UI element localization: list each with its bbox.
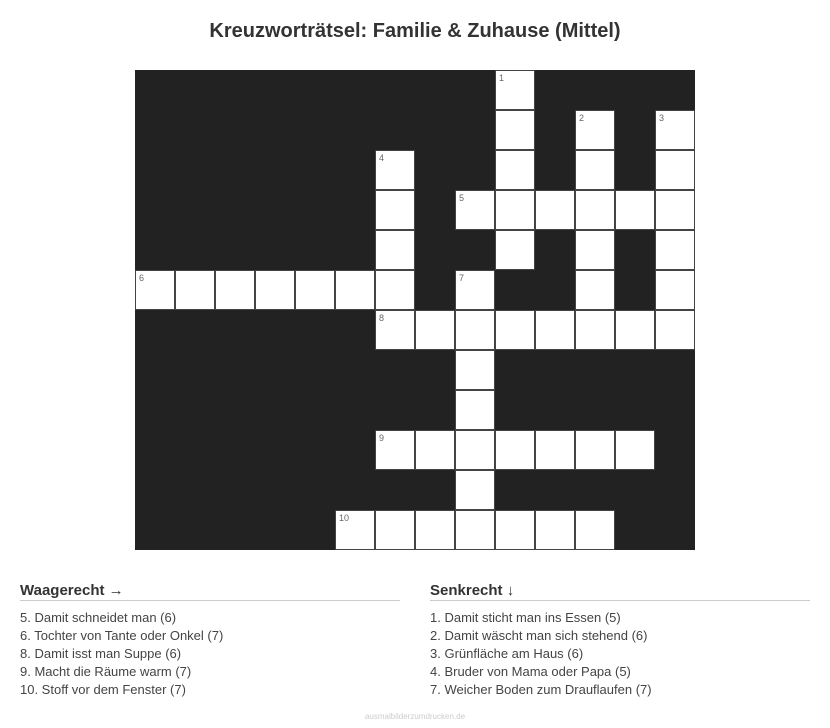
clue-number: 7 xyxy=(459,273,465,283)
clue-number: 8 xyxy=(379,313,385,323)
grid-cell[interactable] xyxy=(495,150,535,190)
grid-cell[interactable] xyxy=(655,270,695,310)
grid-cell[interactable] xyxy=(575,270,615,310)
grid-cell[interactable] xyxy=(575,310,615,350)
crossword-grid xyxy=(135,70,695,550)
grid-cell[interactable] xyxy=(495,110,535,150)
grid-cell[interactable] xyxy=(375,270,415,310)
grid-cell[interactable] xyxy=(455,350,495,390)
grid-cell[interactable] xyxy=(655,310,695,350)
grid-cell[interactable] xyxy=(455,270,495,310)
grid-cell[interactable] xyxy=(255,270,295,310)
clue-item: 1. Damit sticht man ins Essen (5) xyxy=(430,610,621,625)
grid-cell[interactable] xyxy=(415,430,455,470)
grid-cell[interactable] xyxy=(335,270,375,310)
grid-cell[interactable] xyxy=(215,270,255,310)
grid-cell[interactable] xyxy=(495,510,535,550)
grid-cell[interactable] xyxy=(495,70,535,110)
grid-cell[interactable] xyxy=(575,230,615,270)
grid-cell[interactable] xyxy=(455,430,495,470)
clue-item: 3. Grünfläche am Haus (6) xyxy=(430,646,584,661)
down-heading: Senkrecht ↓ xyxy=(430,582,810,601)
clue-item: 5. Damit schneidet man (6) xyxy=(20,610,177,625)
grid-cell[interactable] xyxy=(375,510,415,550)
grid-cell[interactable] xyxy=(575,110,615,150)
grid-cell[interactable] xyxy=(575,430,615,470)
grid-cell[interactable] xyxy=(175,270,215,310)
grid-cell[interactable] xyxy=(455,190,495,230)
grid-cell[interactable] xyxy=(655,150,695,190)
grid-cell[interactable] xyxy=(495,430,535,470)
grid-cell[interactable] xyxy=(135,270,175,310)
clue-item: 9. Macht die Räume warm (7) xyxy=(20,664,192,679)
grid-cell[interactable] xyxy=(495,310,535,350)
clue-number: 9 xyxy=(379,433,385,443)
grid-cell[interactable] xyxy=(615,190,655,230)
grid-cell[interactable] xyxy=(295,270,335,310)
grid-cell[interactable] xyxy=(655,110,695,150)
clue-number: 6 xyxy=(139,273,145,283)
grid-cell[interactable] xyxy=(455,510,495,550)
clue-number: 1 xyxy=(499,73,505,83)
clue-item: 7. Weicher Boden zum Drauflaufen (7) xyxy=(430,682,652,697)
clue-item: 8. Damit isst man Suppe (6) xyxy=(20,646,182,661)
down-clues xyxy=(430,582,810,699)
grid-cell[interactable] xyxy=(495,230,535,270)
grid-cell[interactable] xyxy=(575,190,615,230)
grid-cell[interactable] xyxy=(455,470,495,510)
grid-cell[interactable] xyxy=(575,150,615,190)
grid-cell[interactable] xyxy=(375,190,415,230)
grid-cell[interactable] xyxy=(375,430,415,470)
clue-number: 4 xyxy=(379,153,385,163)
clue-number: 10 xyxy=(339,513,350,523)
grid-cell[interactable] xyxy=(415,310,455,350)
footer-credit: ausmalbilderzumdrucken.de xyxy=(364,712,466,721)
clue-item: 4. Bruder von Mama oder Papa (5) xyxy=(430,664,631,679)
puzzle-title: Kreuzworträtsel: Familie & Zuhause (Mittel) xyxy=(209,20,621,42)
grid-cell[interactable] xyxy=(495,190,535,230)
clue-number: 2 xyxy=(579,113,585,123)
grid-cell[interactable] xyxy=(375,150,415,190)
grid-cell[interactable] xyxy=(615,310,655,350)
grid-cell[interactable] xyxy=(455,390,495,430)
clue-item: 10. Stoff vor dem Fenster (7) xyxy=(20,682,186,697)
grid-cell[interactable] xyxy=(455,310,495,350)
grid-cell[interactable] xyxy=(535,190,575,230)
grid-cell[interactable] xyxy=(655,190,695,230)
clue-item: 2. Damit wäscht man sich stehend (6) xyxy=(430,628,648,643)
clue-number: 3 xyxy=(659,113,665,123)
across-heading: Waagerecht → xyxy=(20,582,400,601)
grid-cell[interactable] xyxy=(335,510,375,550)
grid-cell[interactable] xyxy=(655,230,695,270)
grid-cell[interactable] xyxy=(535,510,575,550)
grid-cell[interactable] xyxy=(375,310,415,350)
grid-cell[interactable] xyxy=(575,510,615,550)
across-clues xyxy=(20,582,400,699)
clue-item: 6. Tochter von Tante oder Onkel (7) xyxy=(20,628,224,643)
grid-cell[interactable] xyxy=(535,430,575,470)
clue-number: 5 xyxy=(459,193,465,203)
grid-cell[interactable] xyxy=(375,230,415,270)
grid-cell[interactable] xyxy=(415,510,455,550)
grid-cell[interactable] xyxy=(535,310,575,350)
grid-cell[interactable] xyxy=(615,430,655,470)
